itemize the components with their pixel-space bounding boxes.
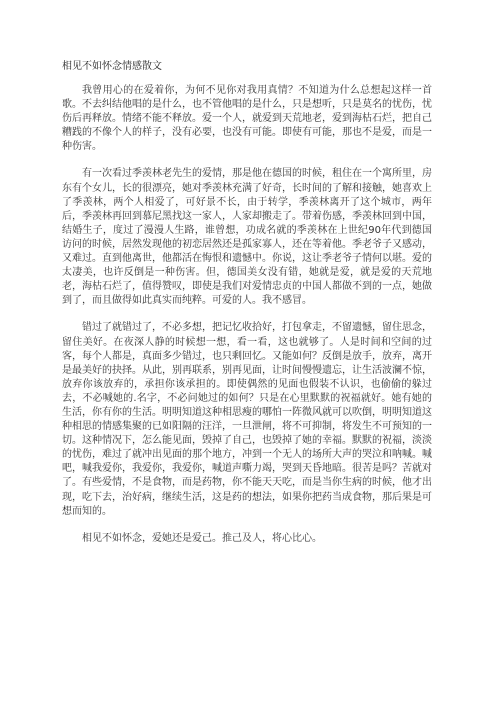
paragraph-2: 有一次看过季羡林老先生的爱情，那是他在德国的时候，租住在一个寓所里，房东有个女儿，长的很漂亮，她对季羡林充满了好奇，长时间的了解和接触，她喜欢上了季羡林，两个人相爱了，可好景不长，由于转学，季羡林离开了这个城市，两年后，季羡林再回到慕尼黑找这一家人，人家却搬走了。带着伤感，季羡林回到中国，结婚生子，度过了漫漫人生路，谁曾想，功成名就的季羡林在上世纪90年代到德国访问的时候，居然发现他的初恋居然还是孤家寡人，还在等着他。季老爷子又感动，又难过。直到他离世，他都活在悔恨和遗憾中。你说，这让季老爷子情何以堪。爱的太凄美，也许反倒是一种伤害。但，德国美女没有错，她就是爱，就是爱的天荒地老，海枯石烂了，值得赞叹，即使是我们对爱情忠贞的中国人都做不到的一点，她做到了，而且做得如此真实而纯粹。可爱的人。我不感冒。 xyxy=(62,168,432,307)
document-body xyxy=(62,84,432,559)
document-title: 相见不如怀念情感散文 xyxy=(62,61,162,72)
paragraph-4: 相见不如怀念，爱她还是爱己。推己及人，将心比心。 xyxy=(82,532,322,544)
paragraph-1: 我曾用心的在爱着你，为何不见你对我用真情？不知道为什么总想起这样一首歌。不去纠结他唱的是什么，也不管他唱的是什么，只是想听，只是莫名的忧伤，忧伤后再释放。情绪不能不释放。爱一个人，就爱到天荒地老，爱到海枯石烂，把自己糟践的不像个人的样子，没有必要，也没有可能。即使有可能，那也不是爱，而是一种伤害。 xyxy=(62,85,432,153)
paragraph-3: 错过了就错过了，不必多想，把记忆收拾好，打包拿走，不留遗憾，留住思念，留住美好。在夜深人静的时候想一想，看一看，这也就够了。人是时间和空间的过客，每个人都是，真面多少错过，也只剩回忆。又能如何？反倒是放手，放弃，离开是最美好的抉择。从此，别再联系，别再见面，让时间慢慢遗忘，让生活波澜不惊，放弃你该放弃的，承担你该承担的。即使偶然的见面也假装不认识，也偷偷的躲过去，不必喊她的.名字，不必问她过的如何？只是在心里默默的祝福就好。她有她的生活，你有你的生活。明明知道这种相思瘦的哪怕一阵微风就可以吹倒，明明知道这种相思的情感集聚的已如阳隔的汪洋，一旦泄闸，将不可抑制，将发生不可预知的一切。这种情况下，怎么能见面，毁掉了自己，也毁掉了她的幸福。默默的祝福，淡淡的忧伤，难过了就冲出见面的那个地方，冲到一个无人的场所大声的哭泣和呐喊。喊吧，喊我爱你，我爱你，我爱你，喊道声嘶力竭，哭到天昏地暗。很苦是吗？苦就对了。有些爱情，不是食物，而是药物，你不能天天吃，而是当你生病的时候，他才出现，吃下去，治好病，继续生活，这是药的想法，如果你把药当成食物，那后果是可想而知的。 xyxy=(62,322,432,517)
